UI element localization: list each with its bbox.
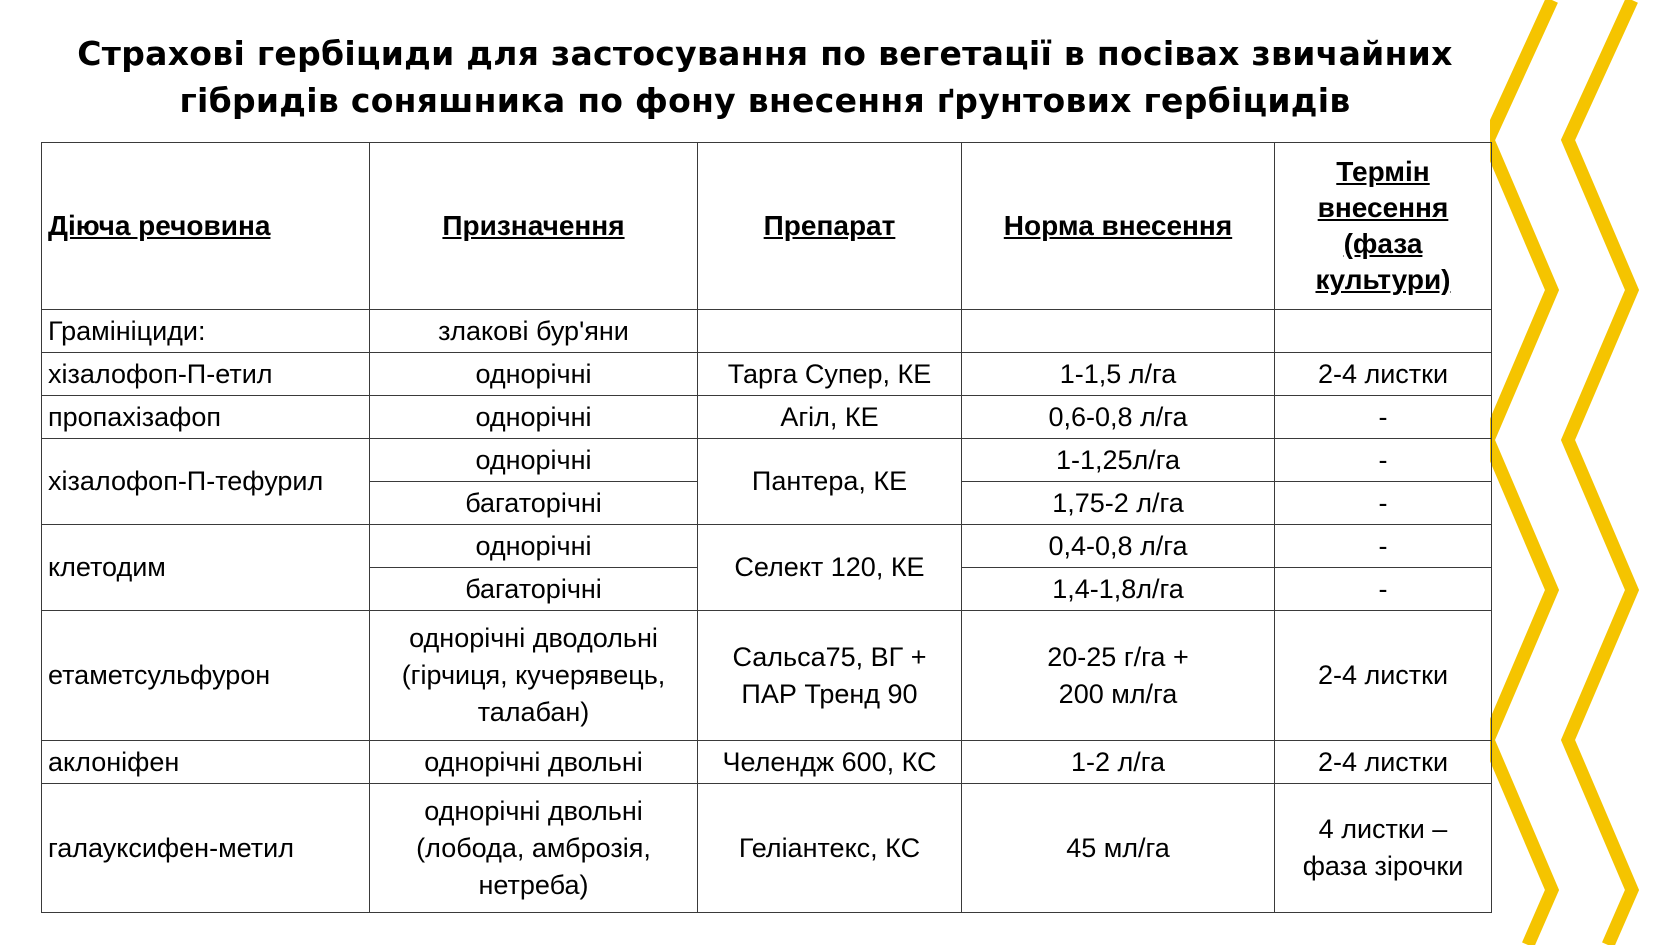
cell-line: Сальса75, ВГ + xyxy=(732,641,927,672)
table-row xyxy=(42,784,1492,913)
cell-product xyxy=(698,611,962,741)
table-row xyxy=(42,353,1492,396)
header-purpose: Призначення xyxy=(370,143,698,310)
cell-timing: - xyxy=(1275,439,1492,482)
cell-rate xyxy=(962,310,1275,353)
cell-line: нетреба) xyxy=(478,869,589,900)
table-row xyxy=(42,611,1492,741)
header-timing-line: внесення xyxy=(1317,192,1449,223)
cell-rate: 1-1,5 л/га xyxy=(962,353,1275,396)
zigzag-line-left xyxy=(1490,0,1552,945)
table-row xyxy=(42,396,1492,439)
cell-line: 4 листки – xyxy=(1318,814,1448,844)
cell-rate: 1,4-1,8л/га xyxy=(962,568,1275,611)
cell-timing: - xyxy=(1275,525,1492,568)
cell-purpose: однорічні xyxy=(370,396,698,439)
header-timing-line: (фаза xyxy=(1343,228,1423,259)
cell-purpose: однорічні двольні xyxy=(370,741,698,784)
cell-timing: - xyxy=(1275,482,1492,525)
cell-timing xyxy=(1275,784,1492,913)
cell-purpose: багаторічні xyxy=(370,568,698,611)
cell-substance: клетодим xyxy=(42,525,370,611)
cell-rate xyxy=(962,611,1275,741)
cell-substance: аклоніфен xyxy=(42,741,370,784)
cell-rate: 0,4-0,8 л/га xyxy=(962,525,1275,568)
cell-timing: 2-4 листки xyxy=(1275,611,1492,741)
cell-rate: 1-2 л/га xyxy=(962,741,1275,784)
cell-purpose: однорічні xyxy=(370,353,698,396)
cell-rate: 0,6-0,8 л/га xyxy=(962,396,1275,439)
table-row xyxy=(42,525,1492,568)
cell-timing: 2-4 листки xyxy=(1275,741,1492,784)
cell-substance: хізалофоп-П-етил xyxy=(42,353,370,396)
cell-substance: хізалофоп-П-тефурил xyxy=(42,439,370,525)
cell-product: Селект 120, КЕ xyxy=(698,525,962,611)
cell-timing: - xyxy=(1275,396,1492,439)
cell-line: (лобода, амброзія, xyxy=(416,832,651,863)
cell-line: ПАР Тренд 90 xyxy=(741,678,918,709)
cell-line: однорічні дводольні xyxy=(409,623,658,653)
cell-purpose: однорічні xyxy=(370,525,698,568)
herbicide-table xyxy=(41,142,1492,913)
cell-substance: Грамініциди: xyxy=(42,310,370,353)
header-timing-line: Термін xyxy=(1336,156,1430,187)
cell-line: 20-25 г/га + xyxy=(1047,641,1189,672)
table-row xyxy=(42,741,1492,784)
table-row xyxy=(42,310,1492,353)
header-substance: Діюча речовина xyxy=(42,143,370,310)
cell-substance: пропахізафоп xyxy=(42,396,370,439)
cell-line: фаза зірочки xyxy=(1302,851,1464,881)
cell-line: талабан) xyxy=(477,697,590,727)
cell-purpose xyxy=(370,784,698,913)
page-title-line-1: Страхові гербіциди для застосування по вегетації в посівах звичайних xyxy=(77,34,1453,73)
cell-product: Геліантекс, КС xyxy=(698,784,962,913)
cell-timing xyxy=(1275,310,1492,353)
cell-rate: 45 мл/га xyxy=(962,784,1275,913)
cell-substance: етаметсульфурон xyxy=(42,611,370,741)
page-title xyxy=(0,30,1530,124)
cell-line: однорічні двольні xyxy=(424,795,643,826)
cell-line: 200 мл/га xyxy=(1058,678,1178,709)
cell-product: Челендж 600, КС xyxy=(698,741,962,784)
page-title-line-2: гібридів соняшника по фону внесення ґрунтових гербіцидів xyxy=(179,81,1351,120)
table-header-row xyxy=(42,143,1492,310)
header-timing xyxy=(1275,143,1492,310)
header-rate: Норма внесення xyxy=(962,143,1275,310)
cell-purpose xyxy=(370,611,698,741)
cell-timing: - xyxy=(1275,568,1492,611)
cell-purpose: багаторічні xyxy=(370,482,698,525)
cell-product: Тарга Супер, КЕ xyxy=(698,353,962,396)
header-timing-line: культури) xyxy=(1315,264,1451,295)
zigzag-decoration xyxy=(1490,0,1680,945)
cell-purpose: однорічні xyxy=(370,439,698,482)
cell-rate: 1-1,25л/га xyxy=(962,439,1275,482)
zigzag-line-right xyxy=(1568,0,1632,945)
cell-purpose: злакові бур'яни xyxy=(370,310,698,353)
cell-product xyxy=(698,310,962,353)
table-row xyxy=(42,439,1492,482)
cell-rate: 1,75-2 л/га xyxy=(962,482,1275,525)
cell-product: Агіл, КЕ xyxy=(698,396,962,439)
cell-timing: 2-4 листки xyxy=(1275,353,1492,396)
header-product: Препарат xyxy=(698,143,962,310)
cell-product: Пантера, КЕ xyxy=(698,439,962,525)
cell-substance: галауксифен-метил xyxy=(42,784,370,913)
cell-line: (гірчиця, кучерявець, xyxy=(401,660,666,690)
